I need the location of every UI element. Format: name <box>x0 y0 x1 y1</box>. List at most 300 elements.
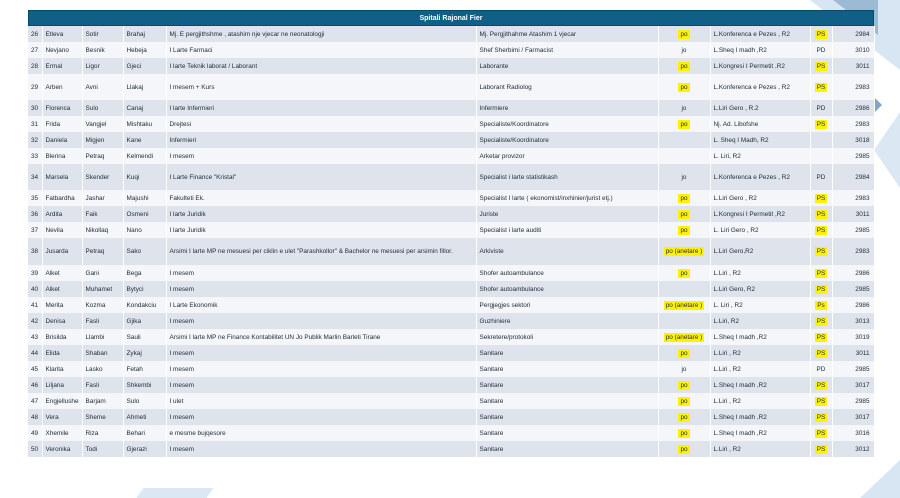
first-name-cell-text: Vera <box>45 413 59 421</box>
type-cell <box>810 425 832 441</box>
row-number-text: 40 <box>31 285 39 293</box>
first-name-cell <box>42 164 82 190</box>
row-number-text: 46 <box>31 381 39 389</box>
row-number <box>28 425 42 441</box>
first-name-cell-text: Xhemile <box>45 429 69 437</box>
father-name-cell <box>82 116 123 132</box>
type-cell <box>810 26 832 42</box>
type-cell-text: PS <box>816 210 826 218</box>
father-name-cell-text: Llambi <box>85 333 105 341</box>
code-cell <box>832 393 874 409</box>
status-cell <box>658 206 710 222</box>
type-cell-text: PS <box>816 349 826 357</box>
code-cell-text: 3018 <box>855 136 870 144</box>
address-cell-text: L.Liri , R2 <box>713 397 741 405</box>
surname-cell-text: Osmeni <box>126 210 149 218</box>
position-cell-text: Arketar provizor <box>479 152 525 160</box>
status-cell-text: po <box>680 30 688 38</box>
type-cell-text: Ps <box>817 301 825 309</box>
position-cell-text: Specialist i larte statistikash <box>479 173 558 181</box>
address-cell-text: L. Sheq I Madh, R2 <box>713 136 769 144</box>
surname-cell-text: Bytyci <box>126 285 144 293</box>
surname-cell-text: Sulo <box>126 397 140 405</box>
type-cell-text: PD <box>816 365 826 373</box>
type-cell <box>810 313 832 329</box>
qualification-cell-text: Arsimi I larte MP ne mesuesi per ciklin e ulet "Parashkollor" & Bachelor ne mesuesi per arsimin fillor. <box>169 247 453 255</box>
qualification-cell <box>166 329 476 345</box>
surname-cell-text: Kuqi <box>126 173 140 181</box>
surname-cell-text: Shkembi <box>126 381 152 389</box>
father-name-cell <box>82 222 123 238</box>
qualification-cell-text: I mesem <box>169 413 195 421</box>
type-cell <box>810 409 832 425</box>
row-number-text: 44 <box>31 349 39 357</box>
position-cell <box>476 238 658 265</box>
status-cell-text: po <box>680 62 688 70</box>
status-cell-text: po <box>680 445 688 453</box>
type-cell <box>810 441 832 457</box>
row-number <box>28 222 42 238</box>
father-name-cell-text: Todi <box>85 445 98 453</box>
first-name-cell-text: Arben <box>45 83 63 91</box>
type-cell <box>810 148 832 164</box>
code-cell <box>832 206 874 222</box>
code-cell-text: 2983 <box>855 248 870 255</box>
status-cell <box>658 377 710 393</box>
row-number <box>28 206 42 222</box>
qualification-cell <box>166 116 476 132</box>
address-cell-text: L.Konferenca e Pezes , R2 <box>713 30 790 38</box>
status-cell-text: jo <box>681 104 687 112</box>
code-cell-text: 3011 <box>855 210 870 218</box>
position-cell-text: Shofer autoambulance <box>479 269 544 277</box>
type-cell-text: PS <box>816 248 826 255</box>
first-name-cell <box>42 190 82 206</box>
row-number-text: 45 <box>31 365 39 373</box>
position-cell-text: Sanitare <box>479 349 504 357</box>
code-cell <box>832 377 874 393</box>
row-number-text: 48 <box>31 413 39 421</box>
status-cell <box>658 58 710 74</box>
qualification-cell-text: I mesem <box>169 317 195 325</box>
father-name-cell <box>82 26 123 42</box>
qualification-cell <box>166 425 476 441</box>
type-cell <box>810 116 832 132</box>
status-cell <box>658 132 710 148</box>
type-cell <box>810 206 832 222</box>
address-cell <box>710 26 810 42</box>
address-cell <box>710 265 810 281</box>
qualification-cell <box>166 164 476 190</box>
status-cell <box>658 238 710 265</box>
table-row <box>28 393 874 409</box>
qualification-cell <box>166 265 476 281</box>
address-cell-text: L.Sheq I madh ,R2 <box>713 333 767 341</box>
row-number <box>28 132 42 148</box>
row-number <box>28 281 42 297</box>
address-cell <box>710 313 810 329</box>
qualification-cell <box>166 42 476 58</box>
type-cell <box>810 164 832 190</box>
code-cell-text: 2985 <box>855 365 870 373</box>
surname-cell <box>123 345 166 361</box>
position-cell-text: Pergjegjes sektori <box>479 301 531 309</box>
row-number-text: 27 <box>31 46 39 54</box>
qualification-cell <box>166 148 476 164</box>
table-row <box>28 148 874 164</box>
status-cell <box>658 74 710 100</box>
position-cell <box>476 164 658 190</box>
code-cell-text: 3016 <box>855 429 870 437</box>
row-number <box>28 58 42 74</box>
status-cell <box>658 425 710 441</box>
position-cell-text: Laborant Radiolog <box>479 83 532 91</box>
qualification-cell <box>166 393 476 409</box>
surname-cell <box>123 58 166 74</box>
first-name-cell <box>42 297 82 313</box>
qualification-cell-text: I mesem <box>169 381 195 389</box>
type-cell <box>810 345 832 361</box>
position-cell <box>476 393 658 409</box>
surname-cell-text: Canaj <box>126 104 144 112</box>
surname-cell-text: Zykaj <box>126 349 142 357</box>
father-name-cell-text: Shaban <box>85 349 108 357</box>
status-cell-text: po <box>680 381 688 389</box>
first-name-cell <box>42 42 82 58</box>
father-name-cell-text: Petraq <box>85 152 105 160</box>
first-name-cell-text: Veronika <box>45 445 71 453</box>
code-cell <box>832 265 874 281</box>
code-cell-text: 2984 <box>855 30 870 38</box>
position-cell-text: Arkiviste <box>479 248 504 255</box>
table-row <box>28 441 874 457</box>
father-name-cell-text: Fasli <box>85 317 99 325</box>
address-cell <box>710 297 810 313</box>
position-cell-text: Sanitare <box>479 413 504 421</box>
code-cell <box>832 164 874 190</box>
table-row <box>28 345 874 361</box>
side-decoration <box>874 112 900 188</box>
father-name-cell-text: Sulo <box>85 104 99 112</box>
address-cell <box>710 42 810 58</box>
surname-cell <box>123 281 166 297</box>
position-cell <box>476 42 658 58</box>
position-cell <box>476 361 658 377</box>
first-name-cell-text: Brisilda <box>45 333 67 341</box>
address-cell <box>710 148 810 164</box>
surname-cell <box>123 329 166 345</box>
father-name-cell-text: Kozma <box>85 301 106 309</box>
code-cell-text: 3013 <box>855 317 870 325</box>
code-cell <box>832 132 874 148</box>
surname-cell-text: Behari <box>126 429 145 437</box>
father-name-cell <box>82 425 123 441</box>
status-cell-text: po (anetare ) <box>665 248 703 255</box>
surname-cell <box>123 409 166 425</box>
qualification-cell-text: I Larte Finance "Kristal" <box>169 173 237 181</box>
father-name-cell <box>82 164 123 190</box>
address-cell-text: L.Liri , R2 <box>713 445 741 453</box>
surname-cell <box>123 222 166 238</box>
row-number <box>28 42 42 58</box>
father-name-cell <box>82 329 123 345</box>
qualification-cell-text: I Larte Ekonomik <box>169 301 218 309</box>
first-name-cell <box>42 206 82 222</box>
position-cell-text: Sekretere/protokoli <box>479 333 534 341</box>
row-number <box>28 297 42 313</box>
code-cell <box>832 409 874 425</box>
code-cell-text: 3017 <box>855 413 870 421</box>
surname-cell <box>123 441 166 457</box>
row-number-text: 38 <box>31 248 39 255</box>
father-name-cell-text: Avni <box>85 83 98 91</box>
surname-cell-text: Llakaj <box>126 83 144 91</box>
qualification-cell <box>166 222 476 238</box>
type-cell-text: PS <box>816 83 826 91</box>
row-number <box>28 409 42 425</box>
first-name-cell-text: Frida <box>45 120 61 128</box>
qualification-cell-text: I Larte Farmaci <box>169 46 213 54</box>
surname-cell-text: Kondakciu <box>126 301 157 309</box>
code-cell <box>832 148 874 164</box>
qualification-cell-text: I larte Infermieri <box>169 104 214 112</box>
code-cell <box>832 100 874 116</box>
position-cell <box>476 425 658 441</box>
type-cell <box>810 58 832 74</box>
first-name-cell <box>42 222 82 238</box>
surname-cell-text: Ahmeti <box>126 413 147 421</box>
first-name-cell-text: Blerina <box>45 152 66 160</box>
row-number-text: 33 <box>31 152 39 160</box>
first-name-cell-text: Nevila <box>45 226 64 234</box>
father-name-cell-text: Skender <box>85 173 110 181</box>
row-number <box>28 393 42 409</box>
code-cell <box>832 74 874 100</box>
first-name-cell-text: Elida <box>45 349 60 357</box>
father-name-cell <box>82 265 123 281</box>
position-cell <box>476 345 658 361</box>
father-name-cell <box>82 100 123 116</box>
code-cell <box>832 361 874 377</box>
status-cell-text: po <box>680 120 688 128</box>
surname-cell <box>123 265 166 281</box>
type-cell-text: PS <box>816 317 826 325</box>
address-cell-text: L.Liri , R2 <box>713 349 741 357</box>
first-name-cell-text: Jusarda <box>45 248 69 255</box>
type-cell-text: PS <box>816 397 826 405</box>
address-cell <box>710 206 810 222</box>
father-name-cell <box>82 58 123 74</box>
first-name-cell <box>42 281 82 297</box>
address-cell-text: L.Liri , R2 <box>713 269 741 277</box>
type-cell <box>810 361 832 377</box>
address-cell-text: L.Sheq I madh ,R2 <box>713 429 767 437</box>
qualification-cell <box>166 190 476 206</box>
position-cell <box>476 206 658 222</box>
address-cell <box>710 393 810 409</box>
type-cell-text: PD <box>816 173 826 181</box>
qualification-cell <box>166 100 476 116</box>
row-number <box>28 74 42 100</box>
type-cell <box>810 190 832 206</box>
address-cell-text: L.Liri Gero , R.2 <box>713 104 759 112</box>
father-name-cell-text: Besnik <box>85 46 105 54</box>
position-cell-text: Laborante <box>479 62 509 70</box>
surname-cell <box>123 206 166 222</box>
code-cell-text: 2983 <box>855 83 870 91</box>
row-number <box>28 116 42 132</box>
status-cell-text: jo <box>681 46 687 54</box>
address-cell-text: L.Sheq I madh ,R2 <box>713 46 767 54</box>
address-cell-text: L.Liri Gero , R2 <box>713 194 757 202</box>
father-name-cell <box>82 238 123 265</box>
type-cell <box>810 42 832 58</box>
row-number-text: 42 <box>31 317 39 325</box>
surname-cell-text: Kane <box>126 136 142 144</box>
qualification-cell-text: I mesem <box>169 349 195 357</box>
table-row <box>28 361 874 377</box>
type-cell-text: PS <box>816 381 826 389</box>
surname-cell <box>123 377 166 393</box>
position-cell <box>476 377 658 393</box>
status-cell <box>658 409 710 425</box>
qualification-cell-text: I larte Juridik <box>169 210 206 218</box>
surname-cell-text: Gjeci <box>126 62 142 70</box>
position-cell <box>476 100 658 116</box>
father-name-cell-text: Migjen <box>85 136 105 144</box>
address-cell-text: L.Liri Gero,R2 <box>713 248 754 255</box>
type-cell-text: PS <box>816 194 826 202</box>
code-cell-text: 2985 <box>855 152 870 160</box>
type-cell-text: PS <box>816 429 826 437</box>
first-name-cell-text: Daniela <box>45 136 68 144</box>
position-cell <box>476 132 658 148</box>
address-cell-text: L. Liri Gero , R2 <box>713 226 759 234</box>
row-number-text: 34 <box>31 173 39 181</box>
status-cell <box>658 190 710 206</box>
table-row <box>28 238 874 265</box>
surname-cell-text: Mishtaku <box>126 120 153 128</box>
qualification-cell <box>166 361 476 377</box>
code-cell <box>832 190 874 206</box>
position-cell <box>476 148 658 164</box>
surname-cell <box>123 190 166 206</box>
row-number-text: 26 <box>31 30 39 38</box>
first-name-cell <box>42 238 82 265</box>
table-row <box>28 409 874 425</box>
type-cell <box>810 281 832 297</box>
type-cell-text: PD <box>816 46 826 54</box>
first-name-cell-text: Denisa <box>45 317 66 325</box>
address-cell-text: L.Liri Gero, R2 <box>713 285 756 293</box>
position-cell <box>476 329 658 345</box>
address-cell-text: Nj. Ad. Libofshe <box>713 120 759 128</box>
staff-table <box>28 26 875 457</box>
first-name-cell <box>42 441 82 457</box>
first-name-cell-text: Etleva <box>45 30 64 38</box>
qualification-cell <box>166 74 476 100</box>
qualification-cell <box>166 377 476 393</box>
surname-cell <box>123 164 166 190</box>
status-cell-text: po <box>680 269 688 277</box>
position-cell <box>476 116 658 132</box>
qualification-cell <box>166 206 476 222</box>
position-cell <box>476 313 658 329</box>
qualification-cell-text: Mj. E pergjithshme , atashim nje vjecar ne neonatologji <box>169 30 325 38</box>
position-cell-text: Guzhiniere <box>479 317 511 325</box>
qualification-cell-text: e mesme bujqesore <box>169 429 226 437</box>
first-name-cell-text: Liljana <box>45 381 64 389</box>
first-name-cell <box>42 377 82 393</box>
code-cell-text: 2984 <box>855 173 870 181</box>
code-cell-text: 2986 <box>855 301 870 309</box>
table-row <box>28 329 874 345</box>
code-cell-text: 3011 <box>855 62 870 70</box>
father-name-cell <box>82 441 123 457</box>
status-cell <box>658 281 710 297</box>
code-cell <box>832 116 874 132</box>
type-cell-text: PS <box>816 226 826 234</box>
table-row <box>28 313 874 329</box>
table-row <box>28 190 874 206</box>
address-cell <box>710 190 810 206</box>
qualification-cell-text: Drejtesi <box>169 120 192 128</box>
qualification-cell-text: Fakulteti Ek. <box>169 194 205 202</box>
address-cell-text: L. Liri, R2 <box>713 152 741 160</box>
row-number-text: 37 <box>31 226 39 234</box>
row-number <box>28 345 42 361</box>
father-name-cell <box>82 393 123 409</box>
surname-cell-text: Gjika <box>126 317 142 325</box>
code-cell-text: 3012 <box>855 445 870 453</box>
first-name-cell <box>42 132 82 148</box>
address-cell <box>710 116 810 132</box>
row-number <box>28 26 42 42</box>
qualification-cell <box>166 132 476 148</box>
status-cell <box>658 116 710 132</box>
surname-cell-text: Sako <box>126 248 142 255</box>
type-cell-text: PS <box>816 285 826 293</box>
type-cell <box>810 132 832 148</box>
father-name-cell <box>82 190 123 206</box>
first-name-cell <box>42 100 82 116</box>
surname-cell-text: Bega <box>126 269 142 277</box>
surname-cell <box>123 116 166 132</box>
row-number-text: 29 <box>31 83 39 91</box>
type-cell-text: PS <box>816 120 826 128</box>
row-number <box>28 100 42 116</box>
surname-cell-text: Majushi <box>126 194 149 202</box>
father-name-cell-text: Barjam <box>85 397 106 405</box>
status-cell <box>658 100 710 116</box>
type-cell <box>810 74 832 100</box>
table-title: Spitali Rajonal Fier <box>28 10 874 26</box>
first-name-cell-text: Ardita <box>45 210 63 218</box>
position-cell-text: Shef Sherbimi / Farmacist <box>479 46 554 54</box>
qualification-cell <box>166 409 476 425</box>
table-row <box>28 425 874 441</box>
row-number <box>28 377 42 393</box>
status-cell <box>658 329 710 345</box>
father-name-cell <box>82 297 123 313</box>
first-name-cell-text: Alket <box>45 285 60 293</box>
table-row <box>28 164 874 190</box>
table-row <box>28 265 874 281</box>
row-number <box>28 238 42 265</box>
father-name-cell-text: Vangjel <box>85 120 107 128</box>
type-cell-text: PS <box>816 445 826 453</box>
status-cell-text: po (anetare ) <box>665 301 703 309</box>
